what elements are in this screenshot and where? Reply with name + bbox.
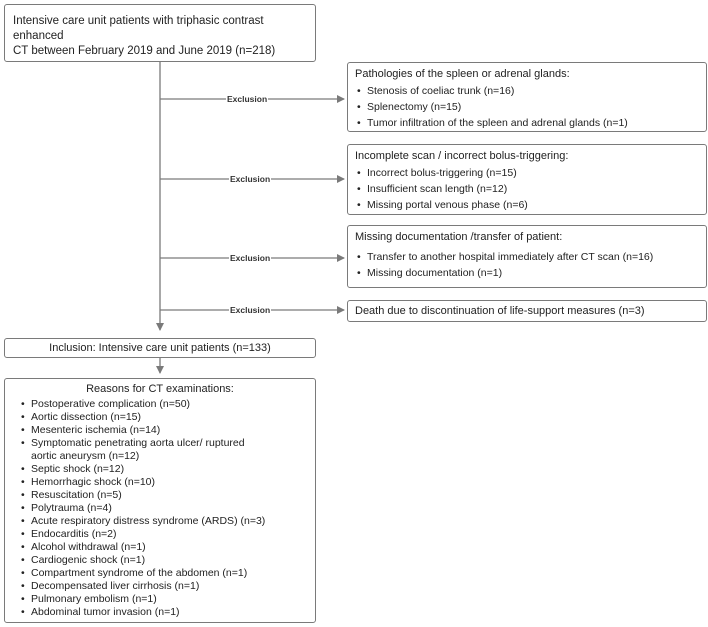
reasons-list <box>19 398 301 619</box>
exclusion-title: Pathologies of the spleen or adrenal glands: <box>355 68 570 80</box>
list-item: • Tumor infiltration of the spleen and adrenal glands (n=1) <box>355 117 699 130</box>
list-item: • Polytrauma (n=4) <box>19 502 301 515</box>
start-box <box>4 4 316 62</box>
list-item: • Resuscitation (n=5) <box>19 489 301 502</box>
exclusion-title: Missing documentation /transfer of patient: <box>355 231 563 243</box>
list-item-line2: aortic aneurysm (n=12) <box>31 450 140 462</box>
list-item: • Hemorrhagic shock (n=10) <box>19 476 301 489</box>
exclusion-label-3: Exclusion <box>230 253 271 263</box>
list-item: • Compartment syndrome of the abdomen (n=1) <box>19 567 301 580</box>
list-item: • Mesenteric ischemia (n=14) <box>19 424 301 437</box>
list-item: • Incorrect bolus-triggering (n=15) <box>355 167 699 180</box>
start-text-line1: Intensive care unit patients with triphasic contrast enhanced <box>13 15 264 42</box>
list-item: • Missing documentation (n=1) <box>355 267 699 280</box>
start-text-line2: CT between February 2019 and June 2019 (n=218) <box>13 45 276 57</box>
exclusion-box-death <box>347 300 707 322</box>
exclusion-title: Death due to discontinuation of life-support measures (n=3) <box>355 305 645 317</box>
exclusion-title: Incomplete scan / incorrect bolus-triggering: <box>355 150 569 162</box>
list-item: • Acute respiratory distress syndrome (ARDS) (n=3) <box>19 515 301 528</box>
list-item: • Missing portal venous phase (n=6) <box>355 199 699 212</box>
reasons-box <box>4 378 316 623</box>
exclusion-box-missing-documentation <box>347 225 707 288</box>
list-item: • Septic shock (n=12) <box>19 463 301 476</box>
list-item <box>19 437 301 463</box>
reasons-title: Reasons for CT examinations: <box>86 383 234 395</box>
list-item: • Transfer to another hospital immediately after CT scan (n=16) <box>355 251 699 264</box>
list-item: • Cardiogenic shock (n=1) <box>19 554 301 567</box>
exclusion-label-1: Exclusion <box>227 94 268 104</box>
list-item: • Pulmonary embolism (n=1) <box>19 593 301 606</box>
list-item: • Aortic dissection (n=15) <box>19 411 301 424</box>
list-item: • Postoperative complication (n=50) <box>19 398 301 411</box>
list-item: • Decompensated liver cirrhosis (n=1) <box>19 580 301 593</box>
exclusion-box-incomplete-scan <box>347 144 707 215</box>
list-item-line1: Symptomatic penetrating aorta ulcer/ ruptured <box>31 437 245 449</box>
exclusion-box-spleen-adrenal <box>347 62 707 132</box>
inclusion-text: Inclusion: Intensive care unit patients (n=133) <box>49 342 271 354</box>
list-item: • Insufficient scan length (n=12) <box>355 183 699 196</box>
list-item: • Abdominal tumor invasion (n=1) <box>19 606 301 619</box>
list-item: • Endocarditis (n=2) <box>19 528 301 541</box>
exclusion-label-2: Exclusion <box>230 174 271 184</box>
inclusion-box <box>4 338 316 358</box>
exclusion-label-4: Exclusion <box>230 305 271 315</box>
list-item: • Alcohol withdrawal (n=1) <box>19 541 301 554</box>
list-item: • Stenosis of coeliac trunk (n=16) <box>355 85 699 98</box>
list-item: • Splenectomy (n=15) <box>355 101 699 114</box>
